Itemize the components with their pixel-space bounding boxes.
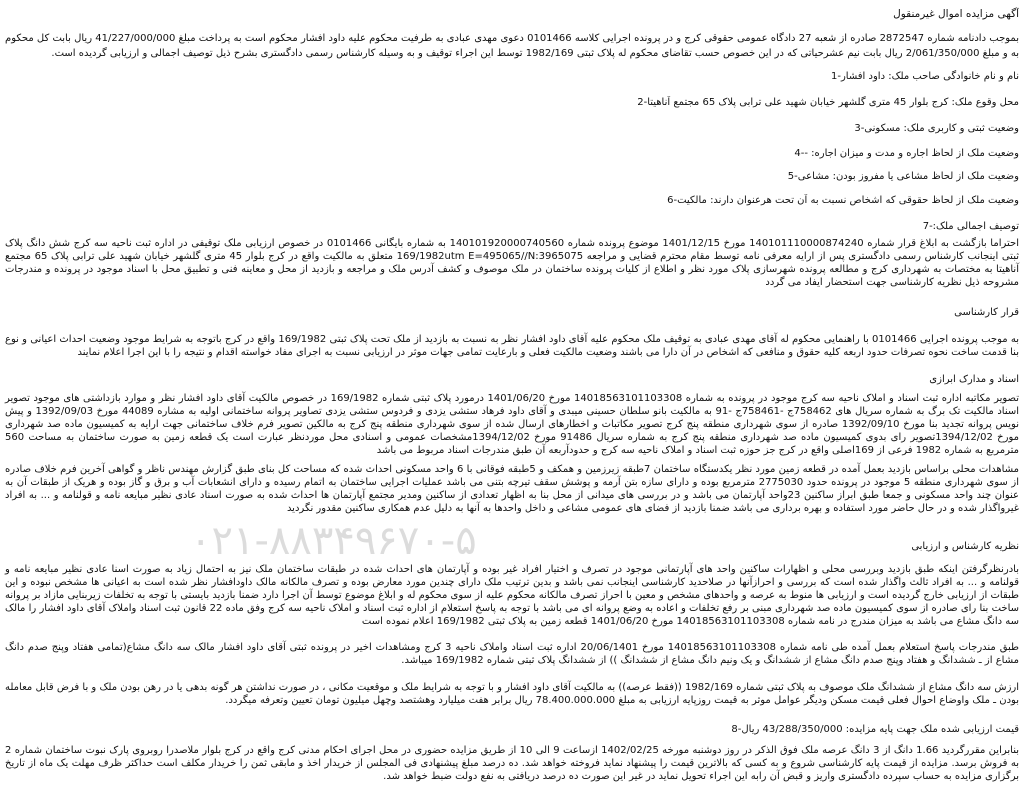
observations-paragraph: مشاهدات محلی براساس بازدید بعمل آمده در قطعه زمین مورد نظر یکدستگاه ساختمان 7طبقه زیرزمین و همکف و 5طبقه فوقانی با 6 واحد مسکونی احداث شده که مساحت کل بنای طبق گزارش مهندس ناظر و گواهی آخرین فرم خلاف صادره از سوی شهرداری منطقه 5 موجود در پرونده حدود 2775030 مترمربع بوده و دارای سازه بتن آرمه و پوشش سقف تیرچه بتنی می باشد عملیات اجرایی ساختمان به اتمام رسیده و دارای انشعابات آب و برق و گاز بوده و هریک از طبقات آن به عنوان چند واحد مسکونی و جمعا طبق ابراز ساکنین 23واحد آپارتمان می باشد و در بررسی های میدانی از محل بنا به اظهار تعدادی از ساکنین ومدیر مجتمع آپارتمان ها احداث شده به صورت اسناد عادی نظیر مبایعه نامه و قولنامه و ... به افراد غیرواگذار شده و در حال حاضر مورد استفاده و بهره برداری می باشد ضمنا بازدید از فضای های عمومی مشاعی و داخل واحدها به آنها به دلیل عدم همکاری ساکنین مقدور نگردید <box>5 464 1019 514</box>
phone-watermark: ۰۲۱-۸۸۳۴۹۶۷۰-۵ <box>190 518 477 564</box>
documents-paragraph: تصویر مکاتبه اداره ثبت اسناد و املاک ناحیه سه کرج موجود در پرونده به شماره 14018563101103308 مورخ 1401/06/20 درمورد پلاک ثبتی شماره 169/1982 در خصوص مالکیت آقای داود افشار نظر و موارد بازداشتی های موجود تصویر اسناد مالکیت تک برگ به شماره سریال های 758462ج -758461ج -91 به مالکیت بانو سلطان حسینی میبدی و آقای داود فرهاد ستشی یزدی و فردوس ستشی یزدی تصاویر پروانه ساختمانی اولیه به مشاره 44089 مورخ 1392/09/03 و پیش نویس پروانه تجدید بنا مورخ 1392/09/10 صادره از سوی شهرداری منطقه پنج کرج تصویر مکاتبات و اخطارهای ارسال شده از سوی شهرداری منطقه پنج کرج به مالکین تصویر فرم خلاف ساختمانی جهت ارایه به کمیسیون ماده صد شهرداری مورخ 1394/12/02تصویر رای بدوی کمیسیون ماده صد شهرداری منطقه پنج کرج به شماره سریال 91486 مورخ 1394/12/02مشخصات عمومی و اسنادی محل موردنظر عبارت است یک قطعه زمین به صورت ساختمان به مساحت 560 مترمربع به شماره 1982 فرعی از 169اصلی واقع در کرج جز حوزه ثبت اسناد و املاک ناحیه سه کرج و حدودآربعه آن طبق مندرجات اسناد مربوط می باشد <box>5 393 1019 456</box>
expert-letter-paragraph: احتراما بازگشت به ابلاغ قرار شماره 140101110000874240 مورخ 1401/12/15 موضوع پرونده شماره 140101920000740560 به شماره بایگانی 0101466 در خصوص ارزیابی ملک توقیفی در اداره ثبت ناحیه سه کرج شش دانگ پلاک ثبتی اینجانب کارشناس رسمی دادگستری پس از ارایه معرفی نامه توسط مقام محترم قضایی و مراجعه 169/1982utm E=495065//N:3965075 متعلق به مالکیت واقع در کرج بلوار 45 متری گلشهر خیابان شهید علی ترابی پلاک 65 مجتمع آناهیتا به مختصات به شهرداری کرج و مطالعه پرونده شهرسازی پلاک مورد نظر و اطلاع از کلیات پرونده ساختمان در ملک موصوف و کشف آدرس ملک و مراجعه و بازدید از محل و معاینه فنی و تطبیق محل با اسناد موجود در پرونده و مندرجات مشروحه ذیل نظریه کارشناسی جهت استحضار ایفاد می گردد <box>5 238 1020 288</box>
documents-heading: اسناد و مدارک ابرازی <box>929 374 1019 385</box>
expert-order-heading: قرار کارشناسی <box>954 307 1019 318</box>
property-item-location: محل وقوع ملک: کرج بلوار 45 متری گلشهر خیابان شهید علی ترابی پلاک 65 مجتمع آناهیتا-2 <box>637 97 1019 108</box>
registry-inquiry-paragraph: طبق مندرجات پاسخ استعلام بعمل آمده طی نامه شماره 14018563101103308 مورخ 20/06/1401 اداره ثبت اسناد واملاک ناحیه 3 کرج ومشاهدات اخیر در پرونده ثبتی آقای داود افشار مالک سه دانگ مشاع(تمامی هفتاد وپنج صدم دانگ مشاع از ـ ششدانگ و هفتاد وپنج صدم دانگ مشاع از ششدانگ و یک ونیم دانگ مشاع از ششدانگ )) از ششدانگ پلاک ثبتی شماره 169/1982 میباشد. <box>5 642 1020 666</box>
property-item-lease: وضعیت ملک از لحاظ اجاره و مدت و میزان اجاره: --4 <box>794 148 1019 159</box>
property-item-usage: وضعیت ثبتی و کاربری ملک: مسکونی-3 <box>854 123 1019 134</box>
base-price-line: قیمت ارزیابی شده ملک جهت پایه مزایده: 43/288/350/000 ریال-8 <box>731 724 1019 735</box>
expert-opinion-paragraph: بادرنظرگرفتن اینکه طبق بازدید وبررسی محلی و اظهارات ساکنین واحد های آپارتمانی موجود در تصرف و اختیار افراد غیر بوده و آپارتمان های احداث شده در طبقات ساختمان ملک نیز به احتمال زیاد به صورت اسنا عادی نظیر مبایعه نامه و قولنامه و ... به افراد ثالث واگذار شده است که بررسی و احرازآنها در صلاحدید کارشناسی اینجانب نمی باشد و بدین ترتیب ملک دارای چندین مورد معارض بوده و تصرف مالکانه مالک داودافشار نظر شده است به اعیانی ها مشخص نبوده و این طبقات از ارزیابی خارج گردیده است و ارزیابی ها منوط به عرصه و واحدهای مشخص و معین با احراز تصرف مالکانه محکوم علیه از سوی محکوم له و ابلاغ موضوع توسط آن اجرا دارد ضمنا بازدید بایستی با توجه به تخلفات زیربنایی مازاد بر پروانه ساخت بنا رای صادره از سوی کمیسیون ماده صد شهرداری مبنی بر رفع تخلفات و اعاده به وضع پروانه ای می باشد با توجه به پاسخ استعلام از اداره ثبت اسناد و املاک ناحیه سه کرج وفق ماده 22 قانون ثبت اسناد واملاک آقای داود افشار را مالک سه دانگ مشاع می باشد به میزان مندرج در نامه شماره 14018563101103308 مورخ 1401/06/20 قطعه زمین به پلاک ثبتی 169/1982 اعلام نموده است <box>5 564 1019 627</box>
property-item-description: توصیف اجمالی ملک:-7 <box>922 221 1019 232</box>
auction-terms-paragraph: بنابراین مقررگردید 1.66 دانگ از 3 دانگ عرصه ملک فوق الذکر در روز دوشنبه مورخه 1402/02/25 ازساعت 9 الی 10 از طریق مزایده حضوری در محل اجرای احکام مدنی کرج واقع در کرج بلوار ملاصدرا روبروی پارک نبوت ساختمان شماره 2 به فروش برسد. مزایده از قیمت پایه کارشناسی شروع و به کسی که بالاترین قیمت را پیشنهاد نماید فروخته خواهد شد. ده درصد مبلغ پیشنهادی فی المجلس از خریدار اخذ و مابقی ثمن را خریدار مکلف است حداکثر ظرف مهلت یک ماه از تاریخ برگزاری مزایده به حساب سپرده دادگستری واریز و قبض آن رابه این اجراء تحویل نماید در غیر این صورت ده درصد دریافتی به نفع دولت ضبط خواهد شد. <box>5 745 1019 782</box>
intro-paragraph: بموجب دادنامه شماره 2872547 صادره از شعبه 27 دادگاه عمومی حقوقی کرج و در پرونده اجرایی کلاسه 0101466 دعوی مهدی عبادی به طرفیت محکوم علیه داود افشار محکوم است به پرداخت مبلغ 41/227/000/000 ریال بابت کل محکوم به و مبلغ 2/061/350/000 ریال بابت نیم عشرحیاتی که در این خصوص حسب تقاضای محکوم له پلاک ثبتی 1982/169 توسط این اجراء توقیف و به وسیله کارشناس رسمی دادگستری بشرح ذیل توصیف اجمالی و ارزیابی گردیده است. <box>5 33 1019 59</box>
expert-opinion-heading: نظریه کارشناس و ارزیابی <box>911 541 1019 552</box>
property-item-shared: وضعیت ملک از لحاظ مشاعی یا مفروز بودن: مشاعی-5 <box>787 171 1019 182</box>
expert-order-paragraph: به موجب پرونده اجرایی 0101466 با راهنمایی محکوم له آقای مهدی عبادی به توقیف ملک محکوم علیه آقای داود افشار نظر به نسبت به بازدید از ملک تحت پلاک ثبتی 169/1982 واقع در کرج باتوجه به شرایط موجود وضعیت احداث اعیانی و نوع بنا قدمت ساخت نحوه تصرفات حدود اربعه کلیه حقوق و منافعی که اشخاص در آن دارا می باشند وضعیت مالکیت فعلی و بارعایت تمامی جهات موثر در ارزیابی نسبت به اجرای مفاد خواسته اقدام و نتیجه را با این اجرا اعلام نمایند <box>5 334 1019 358</box>
valuation-paragraph: ارزش سه دانگ مشاع از ششدانگ ملک موصوف به پلاک ثبتی شماره 1982/169 ((فقط عرصه)) به مالکیت آقای داود افشار و با توجه به شرایط ملک و موقعیت مکانی ، در صورت نداشتن هر گونه بدهی یا در رهن بودن ملک و با فرض قابل معامله بودن ـ ملک واوضاع احوال فعلی قیمت مسکن ودیگر عوامل موثر به قیمت روزپایه ارزیابی به مبلغ 78.400.000.000 ریال برابر هفت میلیارد وهشتصد وچهل میلیون تومان تعیین وتعرفه میگردد. <box>5 682 1020 706</box>
notice-title: آگهی مزایده اموال غیرمنقول <box>893 8 1019 20</box>
property-item-owner: نام و نام خانوادگی صاحب ملک: داود افشار-1 <box>830 71 1019 82</box>
property-item-rights: وضعیت ملک از لحاظ حقوقی که اشخاص نسبت به آن تحت هرعنوان دارند: مالکیت-6 <box>667 195 1019 206</box>
